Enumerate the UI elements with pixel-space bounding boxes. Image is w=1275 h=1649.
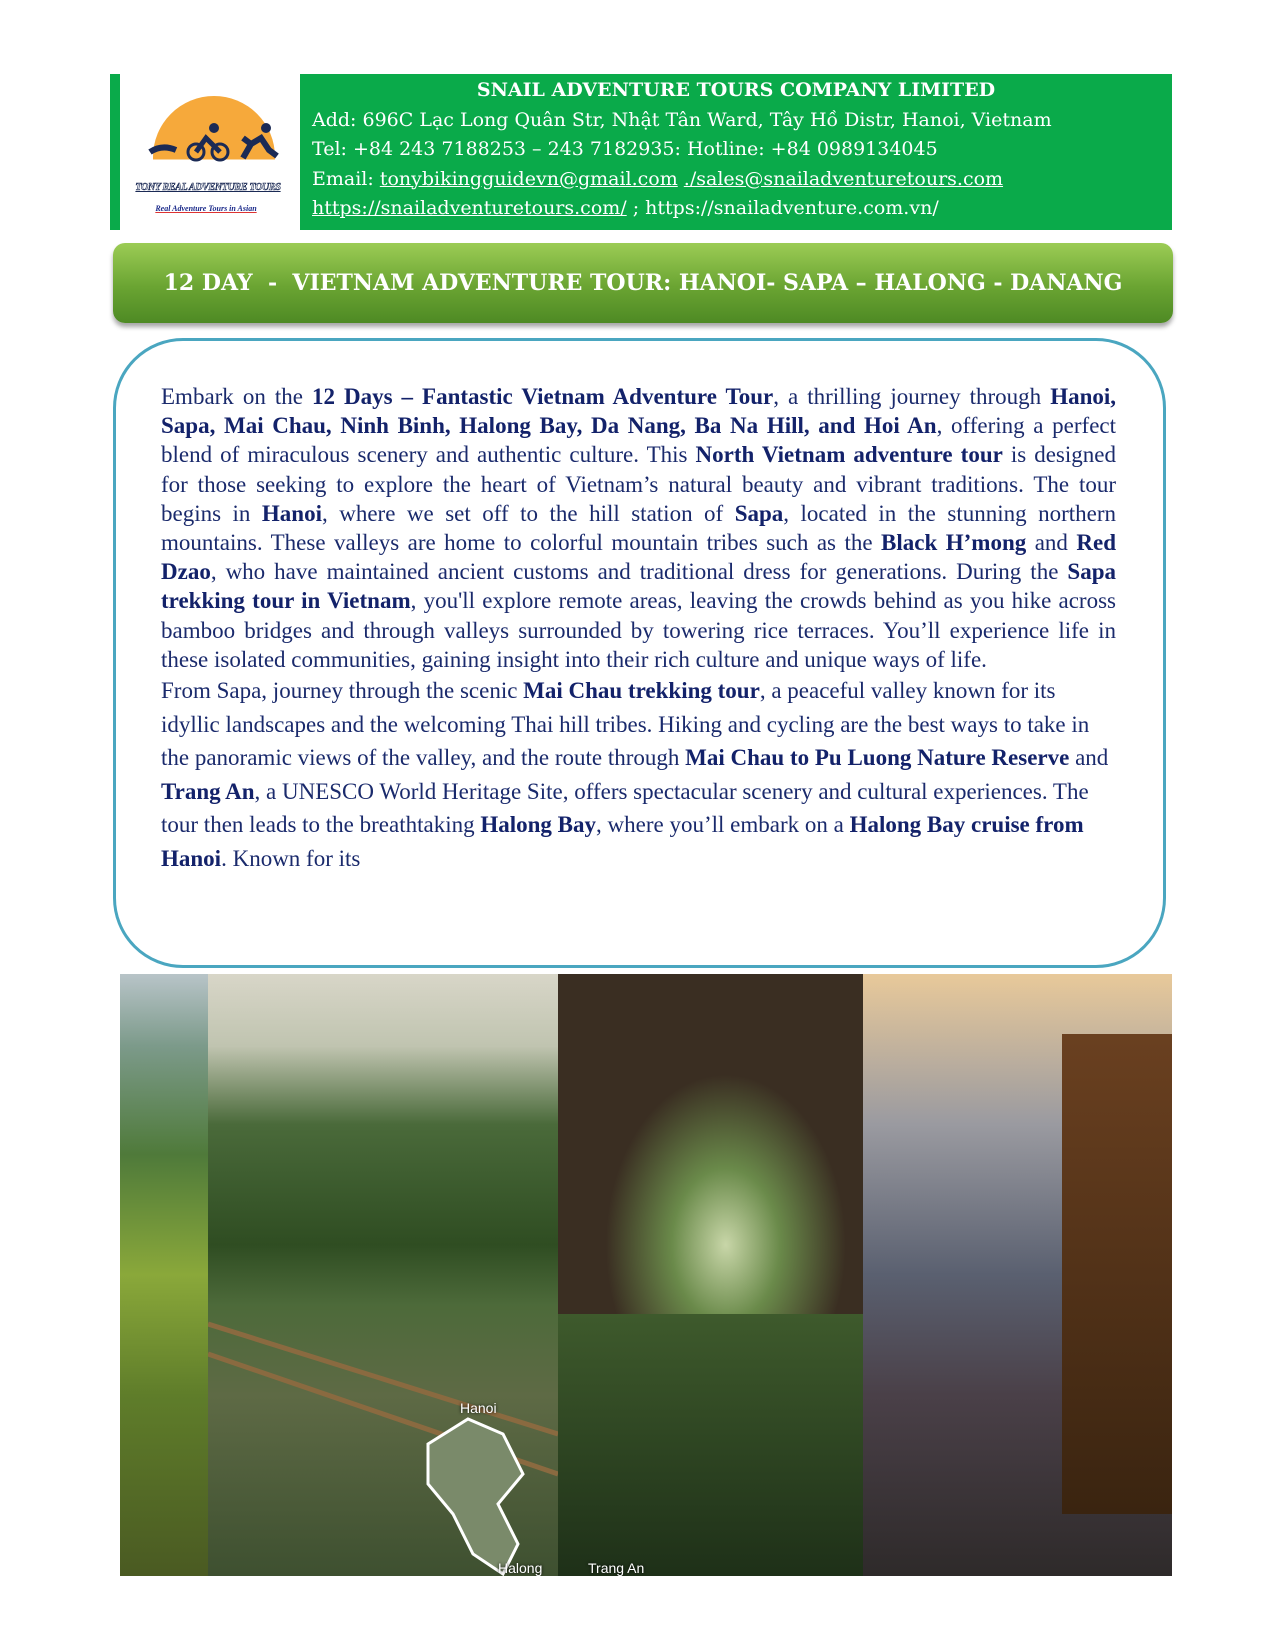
company-tel: Tel: +84 243 7188253 – 243 7182935: Hotline: +84 0989134045 (312, 138, 938, 160)
paragraph-1 (161, 382, 1116, 674)
text-segment: Embark on the (161, 384, 312, 409)
text-segment: . Known for its (221, 845, 361, 871)
tour-title-banner: 12 DAY - VIETNAM ADVENTURE TOUR: HANOI- SAPA – HALONG - DANANG (113, 243, 1173, 323)
text-segment: , a thrilling journey through (773, 384, 1051, 409)
bold-phrase: Red Dzao (161, 530, 1117, 585)
bold-phrase: North Vietnam adventure tour (695, 442, 1003, 468)
map-label-halong: Halong (498, 1560, 543, 1576)
company-address: Add: 696C Lạc Long Quân Str, Nhật Tân Ward, Tây Hồ Distr, Hanoi, Vietnam (312, 108, 1052, 131)
website-link-1[interactable]: https://snailadventuretours.com/ (312, 197, 627, 219)
company-logo (110, 74, 285, 230)
text-segment: and (1026, 530, 1077, 556)
text-segment: , offering a perfect blend of miraculous scenery and authentic culture. This (161, 413, 1117, 468)
company-info (300, 74, 1172, 230)
bold-phrase: 12 Days – Fantastic Vietnam Adventure Tour (311, 384, 774, 409)
bold-phrase: Hanoi, Sapa, Mai Chau, Ninh Binh, Halong Bay, Da Nang, Ba Na Hill, and Hoi An (161, 384, 1117, 439)
text-segment: is designed for those seeking to explore the heart of Vietnam’s natural beauty and vibrant traditions. The tour begins in (161, 442, 1116, 526)
bold-phrase: Mai Chau to Pu Luong Nature Reserve (685, 745, 1070, 771)
website-2: https://snailadventure.com.vn/ (645, 197, 939, 219)
logo-name: TONY REAL ADVENTURE TOURS (135, 182, 281, 193)
paragraph-2 (161, 674, 1116, 875)
logo-triathlon-icon (148, 122, 288, 162)
text-segment: and (1069, 745, 1109, 771)
map-label-trang-an: Trang An (588, 1560, 645, 1576)
photo-bamboo-bridge (208, 974, 558, 1576)
text-segment: , where you’ll embark on a (596, 812, 850, 838)
bold-phrase: Trang An (161, 778, 255, 804)
website-separator: ; (626, 197, 646, 219)
bold-phrase: Mai Chau trekking tour (523, 678, 760, 704)
bold-phrase: Sapa trekking tour in Vietnam (161, 559, 1116, 614)
text-segment: , who have maintained ancient customs and traditional dress for generations. During the (210, 559, 1068, 585)
photo-cave-boat (558, 974, 863, 1576)
company-email (312, 165, 1160, 195)
bold-phrase: Black H’mong (881, 530, 1027, 556)
email-link-1[interactable]: tonybikingguidevn@gmail.com (379, 167, 678, 190)
tour-description (161, 382, 1116, 875)
email-link-2[interactable]: ./sales@snailadventuretours.com (683, 167, 1004, 190)
photo-rice-terrace-hiker (120, 974, 208, 1576)
company-name: SNAIL ADVENTURE TOURS COMPANY LIMITED (476, 79, 996, 101)
text-segment: , a UNESCO World Heritage Site, offers spectacular scenery and cultural experiences. The tour then leads to the breathtaking (161, 778, 1089, 838)
map-label-hanoi: Hanoi (460, 1400, 497, 1416)
company-websites (312, 194, 1160, 224)
text-segment: From Sapa, journey through the scenic (161, 678, 524, 704)
text-segment: , you'll explore remote areas, leaving the crowds behind as you hike across bamboo bridges and through valleys surrounded by towering rice terraces. You’ll experience life in these isolated communities, gaining insight into their rich culture and unique ways of life. (161, 588, 1116, 672)
bold-phrase: Hanoi (261, 500, 322, 526)
bold-phrase: Halong Bay cruise from Hanoi (161, 812, 1084, 871)
photo-collage (120, 974, 1172, 1576)
logo-tagline: Real Adventure Tours in Asian (155, 204, 257, 213)
photo-golden-bridge-hoi-an (863, 974, 1172, 1576)
text-segment: , located in the stunning northern mountains. These valleys are home to colorful mountain tribes such as the (161, 500, 1117, 556)
text-segment: , where we set off to the hill station of (322, 500, 735, 526)
text-segment: , a peaceful valley known for its idyllic landscapes and the welcoming Thai hill tribes. Hiking and cycling are the best ways to take in the panoramic views of the valley, and the route through (161, 678, 1090, 771)
email-label: Email: (312, 167, 380, 190)
bold-phrase: Sapa (734, 500, 784, 526)
bold-phrase: Halong Bay (480, 812, 597, 838)
